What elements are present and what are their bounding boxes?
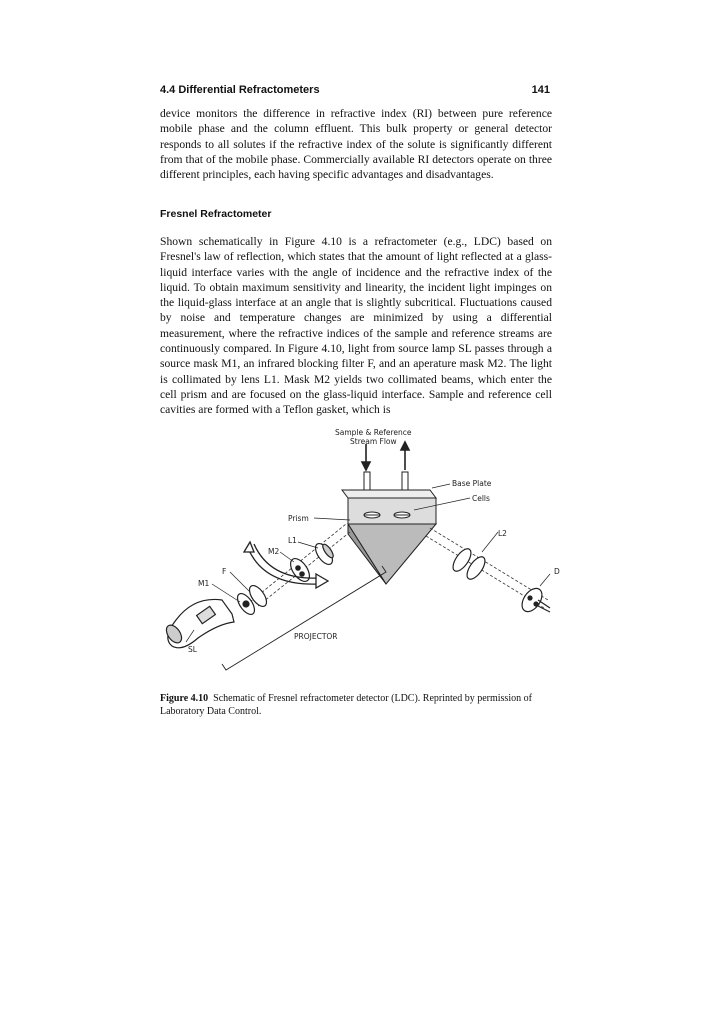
label-base-plate: Base Plate (452, 479, 492, 488)
caption-label: Figure 4.10 (160, 693, 209, 704)
paragraph-intro: device monitors the difference in refractive index (RI) between pure reference mobile phase and the column effluent. This bulk property or general detector responds to all solutes if the refractive index of the solute is significantly different from that of the mobile phase. Commercially available RI detectors operate on three different principles, each having specific advantages and disadvantages. (160, 107, 552, 182)
label-flow-line1: Sample & Reference (335, 428, 412, 437)
label-cells: Cells (472, 494, 490, 503)
label-l2: L2 (498, 529, 507, 538)
label-l1: L1 (288, 536, 297, 545)
detector-d (518, 585, 550, 615)
stream-flow-arrows (362, 442, 409, 470)
label-f: F (222, 567, 227, 576)
subheading-fresnel: Fresnel Refractometer (160, 208, 272, 220)
label-flow-line2: Stream Flow (350, 437, 397, 446)
label-d: D (554, 567, 560, 576)
label-sl: SL (188, 645, 197, 654)
label-prism: Prism (288, 514, 309, 523)
lens-l1 (312, 541, 336, 568)
cell-assembly (342, 472, 436, 584)
section-title: 4.4 Differential Refractometers (160, 84, 320, 96)
figure-caption (160, 692, 552, 718)
paragraph-fresnel: Shown schematically in Figure 4.10 is a refractometer (e.g., LDC) based on Fresnel's law of reflection, which states that the amount of light reflected at a glass-liquid interface varies with the angle of incidence and the refractive index of the liquid. To obtain maximum sensitivity and linearity, the incident light impinges on the liquid-glass interface at an angle that is slightly subcritical. Fluctuations caused by noise and temperature changes are minimized by using a differential measurement, where the refractive indices of the sample and reference streams are continuously compared. In Figure 4.10, light from source lamp SL passes through a source mask M1, an infrared blocking filter F, and an aperature mask M2. The light is collimated by lens L1. Mask M2 yields two collimated beams, which enter the cell prism and are focused on the glass-liquid interface. Sample and reference cell cavities are formed with a Teflon gasket, which is (160, 235, 552, 417)
source-lamp-sl (163, 599, 234, 647)
page-number: 141 (531, 84, 550, 96)
label-m1: M1 (198, 579, 210, 588)
label-m2: M2 (268, 547, 280, 556)
caption-text: Schematic of Fresnel refractometer detector (LDC). Reprinted by permission of Laboratory Data Control. (160, 693, 532, 717)
figure-4-10-schematic (150, 424, 570, 686)
label-projector: PROJECTOR (294, 632, 338, 641)
